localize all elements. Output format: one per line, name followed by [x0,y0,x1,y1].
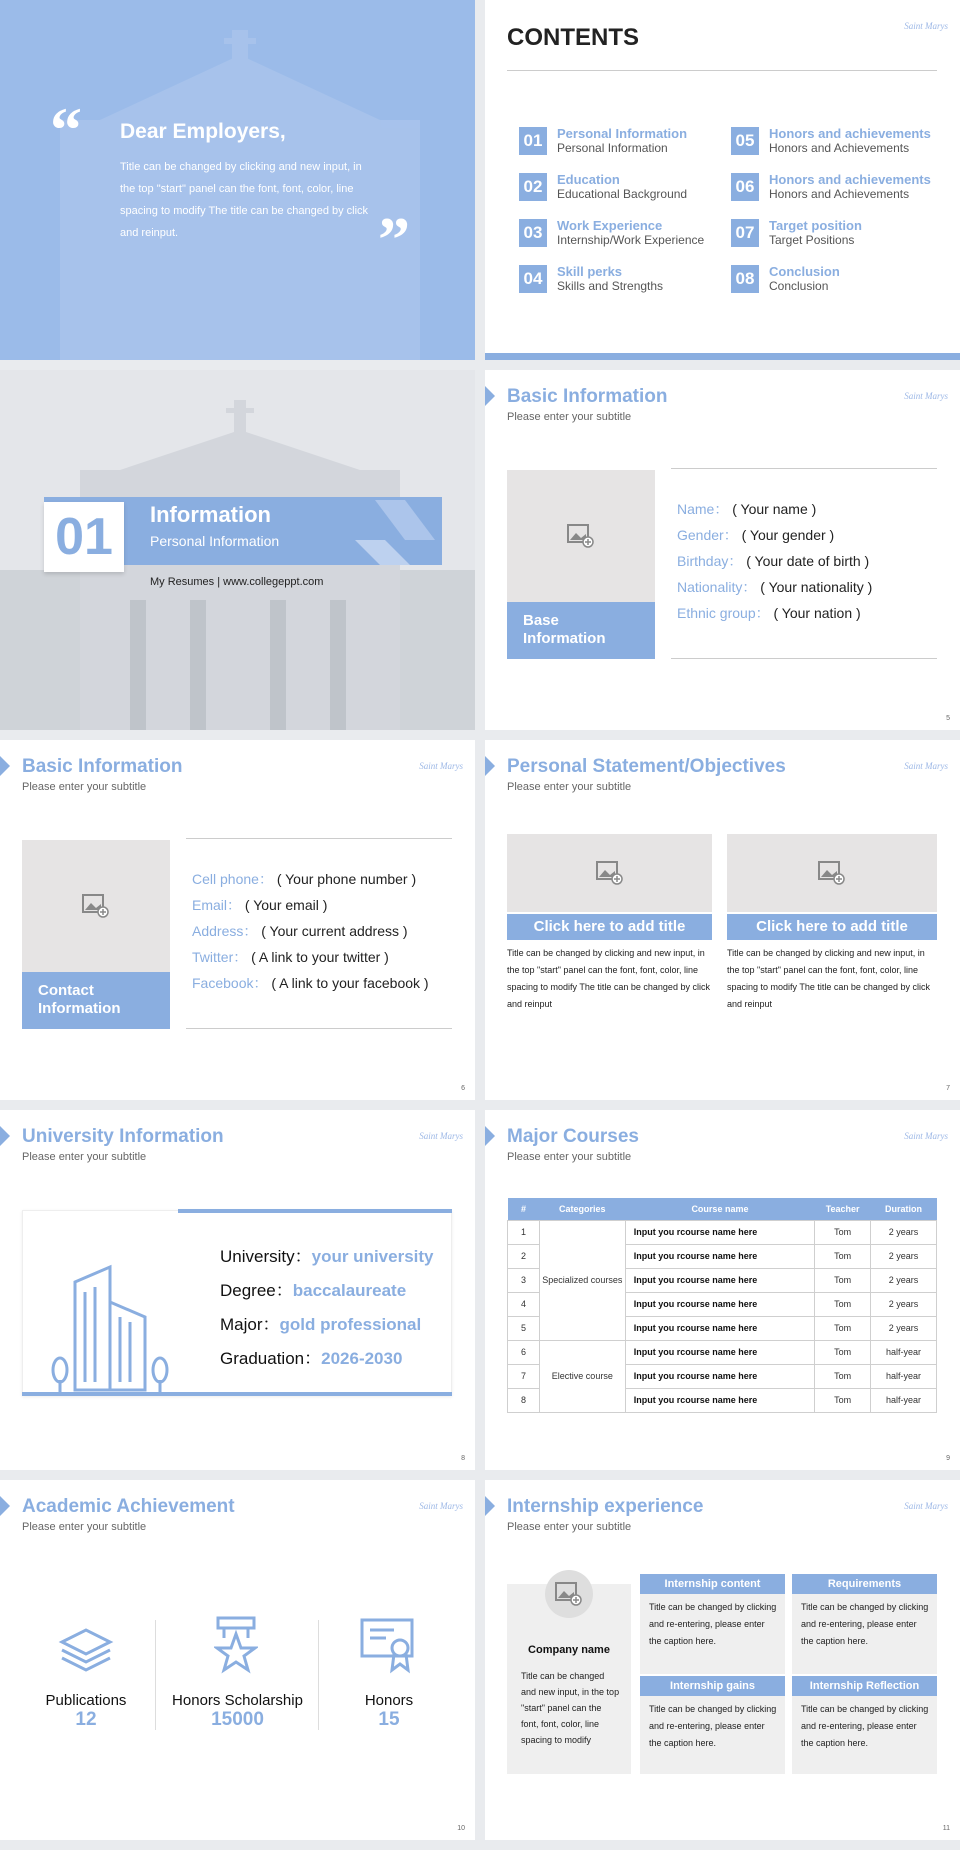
page-number: 6 [461,1085,465,1092]
info-value: ( A link to your twitter ) [251,949,389,965]
slide-title[interactable]: Major Courses [507,1126,639,1147]
info-value: ( Your gender ) [741,527,835,543]
column-header: Categories [539,1198,625,1220]
row-number: 3 [508,1268,540,1292]
university-logo [904,22,948,30]
divider [318,1620,319,1730]
info-row-birthday[interactable] [677,551,869,571]
column-header: # [508,1198,540,1220]
info-label: Birthday： [677,553,743,569]
row-number: 8 [508,1388,540,1412]
duration: half-year [871,1388,937,1412]
slide-contents[interactable] [485,0,960,360]
degree-row[interactable] [220,1276,406,1301]
info-value: 2026-2030 [321,1349,403,1368]
university-logo [904,392,948,400]
info-label: Ethnic group： [677,605,770,621]
column-header: Duration [871,1198,937,1220]
image-placeholder[interactable] [22,840,170,972]
info-row-name[interactable] [677,499,816,519]
slide-academic-achievement[interactable] [0,1480,475,1840]
row-number: 5 [508,1316,540,1340]
slide-subtitle[interactable]: Please enter your subtitle [507,1521,632,1533]
header-marker-icon [0,1496,10,1516]
item-subtitle: Skills and Strengths [557,279,664,293]
item-number: 03 [519,219,547,247]
row-number: 4 [508,1292,540,1316]
duration: 2 years [871,1292,937,1316]
slide-title[interactable]: Academic Achievement [22,1496,235,1517]
building-icon [50,1262,175,1394]
info-value: ( Your nationality ) [760,579,873,595]
slide-university-info[interactable] [0,1110,475,1470]
page-number: 10 [457,1825,465,1832]
header-marker-icon [485,1496,495,1516]
item-number: 08 [731,265,759,293]
section-number: 01 [44,502,124,572]
university-logo [419,1502,463,1510]
divider [186,838,452,839]
info-label: Major： [220,1315,280,1334]
course-name[interactable]: Input you rcourse name here [625,1364,814,1388]
page-number: 9 [946,1455,950,1462]
item-subtitle: Conclusion [769,279,829,293]
info-value: ( Your name ) [732,501,817,517]
card-body[interactable]: Title can be changed by clicking and new input, in the top "start" panel can the font, font, color, line spacing to modify The title can be changed by click and reinput [507,948,710,1009]
info-label: Gender： [677,527,738,543]
achievement-value: 12 [75,1709,97,1730]
slide-dear-employers[interactable] [0,0,475,360]
header-marker-icon [0,1126,10,1146]
divider [507,70,937,71]
info-label: Cell phone： [192,871,273,887]
contents-title[interactable]: CONTENTS [507,24,639,51]
image-placeholder[interactable] [507,834,712,912]
image-caption[interactable]: Base Information [507,602,655,659]
divider [155,1620,156,1730]
image-caption[interactable]: Contact Information [22,972,170,1029]
table-row[interactable] [508,1220,937,1244]
slide-major-courses[interactable] [485,1110,960,1470]
slide-subtitle[interactable]: Please enter your subtitle [22,1151,147,1163]
header-marker-icon [485,756,495,776]
teacher: Tom [815,1244,871,1268]
card-title[interactable]: Click here to add title [727,914,937,940]
logo-text: Saint Marys [904,1501,948,1511]
item-title: Honors and achievements [769,172,931,187]
info-value: ( Your date of birth ) [746,553,870,569]
achievement-honors[interactable] [330,1692,448,1731]
info-label: Address： [192,923,258,939]
slide-subtitle[interactable]: Please enter your subtitle [22,781,147,793]
info-value: ( Your email ) [244,897,328,913]
achievement-value: 15000 [211,1709,264,1730]
slide-title[interactable]: Personal Statement/Objectives [507,756,786,777]
logo-text: Saint Marys [904,21,948,31]
achievement-label: Publications [45,1692,127,1709]
row-number: 1 [508,1220,540,1244]
course-name[interactable]: Input you rcourse name here [625,1388,814,1412]
course-name[interactable]: Input you rcourse name here [625,1316,814,1340]
image-placeholder[interactable] [507,470,655,602]
logo-text: Saint Marys [904,761,948,771]
slide-title[interactable]: Basic Information [22,756,183,777]
contents-item[interactable] [519,127,687,155]
header-marker-icon [485,1126,495,1146]
company-body[interactable]: Title can be changed and new input, in the top "start" panel can the font, font, color, line spacing to modify [521,1671,620,1745]
contents-item[interactable] [731,219,862,247]
logo-text: Saint Marys [419,1501,463,1511]
slide-subtitle[interactable]: Please enter your subtitle [507,781,632,793]
item-title: Education [557,172,620,187]
item-title: Target position [769,218,862,233]
item-title: Work Experience [557,218,663,233]
university-logo [904,1132,948,1140]
card-body[interactable]: Title can be changed by clicking and new input, in the top "start" panel can the font, font, color, line spacing to modify The title can be changed by click and reinput [727,948,930,1009]
slide-internship[interactable] [485,1480,960,1840]
university-logo [419,1132,463,1140]
column-header: Teacher [815,1198,871,1220]
contents-item[interactable] [731,265,840,293]
card-title: Internship gains [640,1676,785,1696]
slide-subtitle[interactable]: Please enter your subtitle [507,1151,632,1163]
duration: 2 years [871,1268,937,1292]
header-marker-icon [0,756,10,776]
close-quote-icon: ” [378,204,410,275]
university-logo [419,762,463,770]
add-image-icon [818,861,846,885]
books-icon [58,1620,114,1672]
info-row-gender[interactable] [677,525,834,545]
divider [671,658,937,659]
contents-item[interactable] [519,265,663,293]
card-title: Internship content [640,1574,785,1594]
header-marker-icon [485,386,495,406]
duration: 2 years [871,1244,937,1268]
info-label: Degree： [220,1281,293,1300]
info-label: Email： [192,897,242,913]
info-row-phone[interactable] [192,869,416,889]
bottom-accent-bar [485,353,960,360]
item-title: Skill perks [557,264,623,279]
item-title: Conclusion [769,264,840,279]
achievement-publications[interactable] [26,1692,146,1731]
major-row[interactable] [220,1310,421,1335]
card-title: Requirements [792,1574,937,1594]
item-subtitle: Personal Information [557,141,668,155]
image-placeholder[interactable] [727,834,937,912]
slide-body[interactable]: Title can be changed by clicking and new input, in the top "start" panel can the font, font, color, line spacing to modify The title can be changed by click and reinput. [120,161,369,239]
resume-footer: My Resumes | www.collegeppt.com [150,576,324,588]
logo-text: Saint Marys [904,1131,948,1141]
logo-text: Saint Marys [419,761,463,771]
decorative-stripes [355,500,435,565]
card-body[interactable]: Title can be changed by clicking and re-entering, please enter the caption here. [649,1602,777,1646]
section-subtitle[interactable]: Personal Information [150,533,280,549]
page-number: 11 [942,1825,950,1832]
certificate-icon [360,1618,418,1674]
info-row-nationality[interactable] [677,577,872,597]
slide-basic-info-2[interactable] [0,740,475,1100]
slide-title[interactable]: University Information [22,1126,224,1147]
item-title: Honors and achievements [769,126,931,141]
info-label: University： [220,1247,312,1266]
card-title: Internship Reflection [792,1676,937,1696]
duration: half-year [871,1364,937,1388]
teacher: Tom [815,1388,871,1412]
add-image-icon [596,861,624,885]
company-logo-placeholder[interactable] [545,1570,593,1618]
info-value: ( Your nation ) [773,605,861,621]
add-image-icon [555,1582,583,1606]
info-value: your university [311,1247,434,1266]
info-label: Facebook： [192,975,268,991]
info-label: Nationality： [677,579,757,595]
contents-item[interactable] [731,127,931,155]
card-top-accent [178,1209,452,1213]
course-name[interactable]: Input you rcourse name here [625,1268,814,1292]
info-value: baccalaureate [292,1281,407,1300]
teacher: Tom [815,1292,871,1316]
info-value: ( A link to your facebook ) [271,975,429,991]
row-number: 2 [508,1244,540,1268]
contents-item[interactable] [519,219,704,247]
duration: half-year [871,1340,937,1364]
info-label: Graduation： [220,1349,322,1368]
card-title[interactable]: Click here to add title [507,914,712,940]
open-quote-icon: “ [50,94,82,165]
item-number: 05 [731,127,759,155]
university-logo [904,762,948,770]
row-number: 6 [508,1340,540,1364]
info-label: Name： [677,501,729,517]
divider [186,1028,452,1029]
page-number: 8 [461,1455,465,1462]
course-name[interactable]: Input you rcourse name here [625,1292,814,1316]
item-number: 07 [731,219,759,247]
slide-subtitle[interactable]: Please enter your subtitle [22,1521,147,1533]
item-number: 02 [519,173,547,201]
course-name[interactable]: Input you rcourse name here [625,1220,814,1244]
achievement-value: 15 [378,1709,400,1730]
info-value: ( Your phone number ) [276,871,417,887]
item-subtitle: Target Positions [769,233,855,247]
graduation-row[interactable] [220,1344,402,1369]
info-row-address[interactable] [192,921,408,941]
column-header: Course name [625,1198,814,1220]
info-row-twitter[interactable] [192,947,389,967]
achievement-label: Honors [364,1692,414,1709]
info-value: gold professional [279,1315,422,1334]
course-name[interactable]: Input you rcourse name here [625,1340,814,1364]
slide-section-divider[interactable] [0,370,475,730]
page-number: 5 [946,715,950,722]
logo-text: Saint Marys [904,391,948,401]
section-title[interactable]: Information [150,502,271,527]
teacher: Tom [815,1364,871,1388]
teacher: Tom [815,1340,871,1364]
company-name[interactable]: Company name [528,1644,610,1656]
achievement-label: Honors Scholarship [172,1692,303,1709]
item-number: 06 [731,173,759,201]
card-body[interactable]: Title can be changed by clicking and re-entering, please enter the caption here. [801,1602,929,1646]
teacher: Tom [815,1220,871,1244]
teacher: Tom [815,1316,871,1340]
medal-icon [214,1616,258,1674]
university-logo [904,1502,948,1510]
slide-personal-statement[interactable] [485,740,960,1100]
info-label: Twitter： [192,949,248,965]
contents-item[interactable] [731,173,931,201]
item-title: Personal Information [557,126,688,141]
info-row-email[interactable] [192,895,327,915]
row-number: 7 [508,1364,540,1388]
info-row-ethnic-group[interactable] [677,603,861,623]
slide-basic-info-1[interactable] [485,370,960,730]
item-number: 04 [519,265,547,293]
divider [671,468,937,469]
info-value: ( Your current address ) [261,923,408,939]
add-image-icon [82,894,110,918]
item-subtitle: Honors and Achievements [769,187,910,201]
card-body[interactable]: Title can be changed by clicking and re-entering, please enter the caption here. [649,1704,777,1748]
duration: 2 years [871,1220,937,1244]
logo-text: Saint Marys [419,1131,463,1141]
item-subtitle: Honors and Achievements [769,141,910,155]
item-subtitle: Educational Background [557,187,688,201]
card-body[interactable]: Title can be changed by clicking and re-entering, please enter the caption here. [801,1704,929,1748]
page-number: 7 [946,1085,950,1092]
category-cell: Specialized courses [539,1220,625,1340]
item-number: 01 [519,127,547,155]
category-cell: Elective course [539,1340,625,1412]
slide-title[interactable]: Internship experience [507,1496,704,1517]
achievement-scholarship[interactable] [160,1692,315,1731]
courses-table [507,1198,937,1413]
university-row[interactable] [220,1242,434,1267]
table-row[interactable] [508,1340,937,1364]
add-image-icon [567,524,595,548]
course-name[interactable]: Input you rcourse name here [625,1244,814,1268]
slide-title[interactable]: Dear Employers, [120,120,286,143]
teacher: Tom [815,1268,871,1292]
slide-subtitle[interactable]: Please enter your subtitle [507,411,632,423]
contents-item[interactable] [519,173,687,201]
duration: 2 years [871,1316,937,1340]
slide-title[interactable]: Basic Information [507,386,668,407]
info-row-facebook[interactable] [192,973,429,993]
item-subtitle: Internship/Work Experience [557,233,705,247]
